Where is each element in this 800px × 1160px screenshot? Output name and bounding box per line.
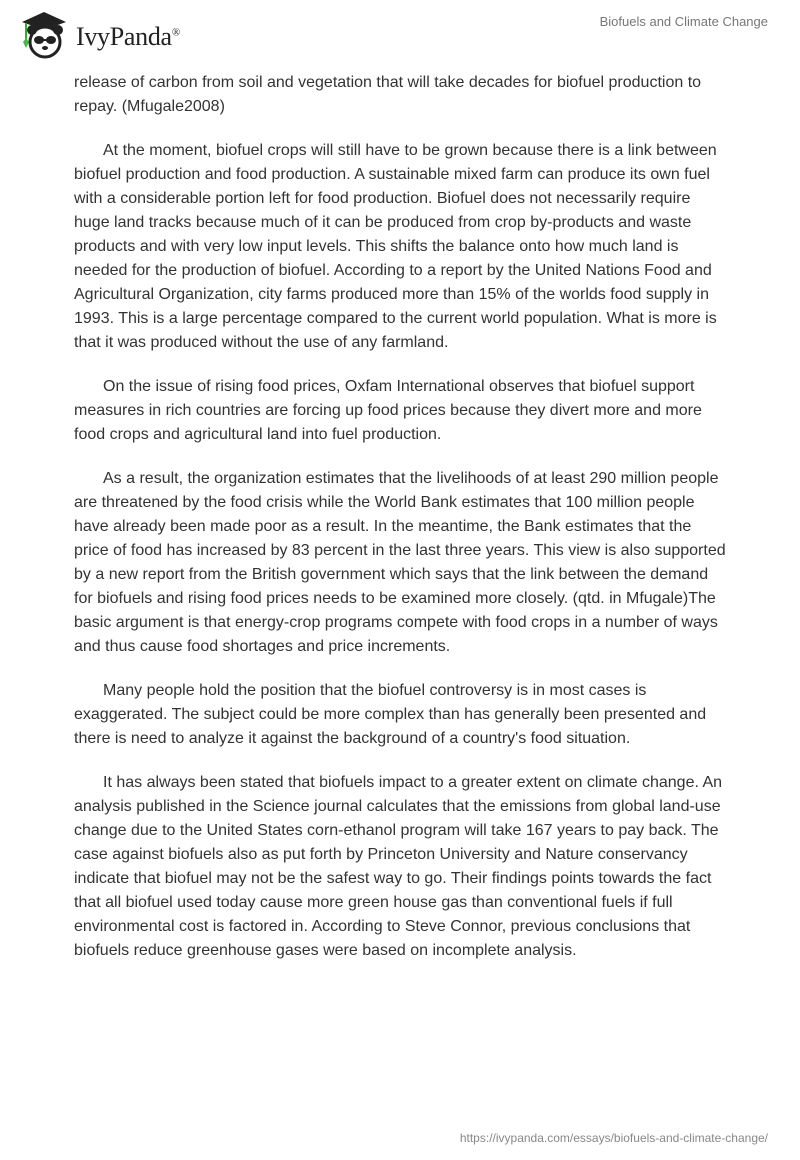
footer-url-link[interactable]: https://ivypanda.com/essays/biofuels-and-climate-change/ xyxy=(459,1131,768,1145)
ivypanda-logo[interactable] xyxy=(18,8,180,60)
paragraph: On the issue of rising food prices, Oxfam International observes that biofuel support measures in rich countries are forcing up food prices because they divert more and more food crops and agricultural land into fuel production. xyxy=(74,378,702,443)
logo-text: IvyPanda® xyxy=(76,22,180,51)
paragraph: release of carbon from soil and vegetation that will take decades for biofuel production to repay. (Mfugale2008) xyxy=(74,74,702,115)
panda-graduate-icon xyxy=(18,8,70,60)
essay-body xyxy=(74,71,726,983)
document-title: Biofuels and Climate Change xyxy=(599,14,768,29)
paragraph: As a result, the organization estimates that the livelihoods of at least 290 million people are threatened by the food crisis while the World Bank estimates that 100 million people have already been made poor as a result. In the meantime, the Bank estimates that the price of food has increased by 83 percent in the last three years. This view is also supported by a new report from the British government which says that the link between the demand for biofuels and rising food prices needs to be examined more closely. (qtd. in Mfugale)The basic argument is that energy-crop programs compete with food crops in a number of ways and thus cause food shortages and price increments. xyxy=(74,470,726,655)
paragraph: Many people hold the position that the biofuel controversy is in most cases is exaggerated. The subject could be more complex than has generally been presented and there is need to analyze it against the background of a country's food situation. xyxy=(74,682,707,747)
paragraph: At the moment, biofuel crops will still have to be grown because there is a link between biofuel production and food production. A sustainable mixed farm can produce its own fuel with a considerable portion left for food production. Biofuel does not necessarily require huge land tracks because much of it can be produced from crop by-products and waste products and with very low input levels. This shifts the balance onto how much land is needed for the production of biofuel. According to a report by the United Nations Food and Agricultural Organization, city farms produced more than 15% of the worlds food supply in 1993. This is a large percentage compared to the current world population. What is more is that it was produced without the use of any farmland. xyxy=(74,142,717,351)
paragraph: It has always been stated that biofuels impact to a greater extent on climate change. An analysis published in the Science journal calculates that the emissions from global land-use change due to the United States corn-ethanol program will take 167 years to pay back. The case against biofuels also as put forth by Princeton University and Nature conservancy indicate that biofuel may not be the safest way to go. Their findings points towards the fact that all biofuel used today cause more green house gas than conventional fuels if full environmental cost is factored in. According to Steve Connor, previous conclusions that biofuels reduce greenhouse gases were based on incomplete analysis. xyxy=(74,774,723,959)
